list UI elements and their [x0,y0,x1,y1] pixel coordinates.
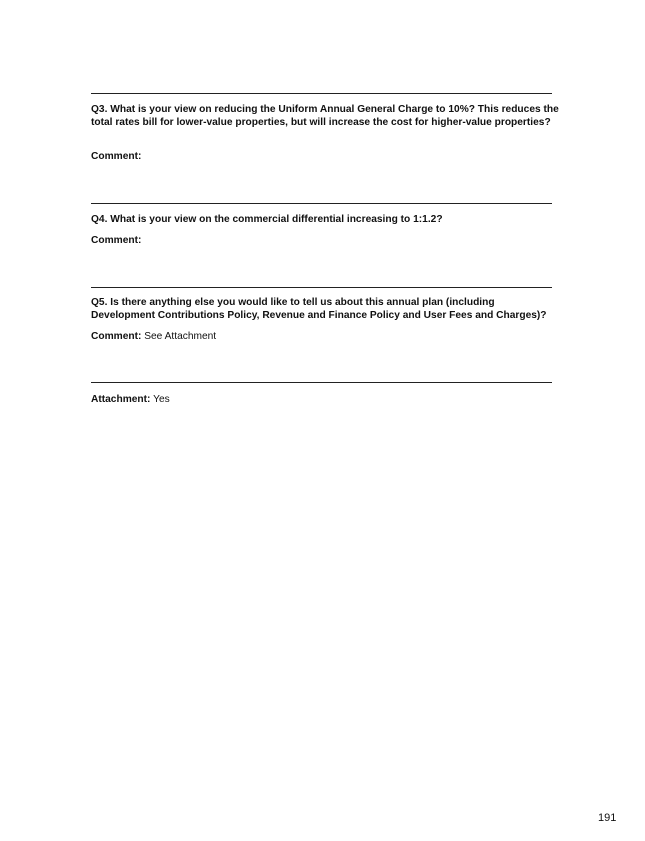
comment-label: Comment: [91,235,142,246]
comment-label: Comment: [91,151,142,162]
comment-q3 [91,151,141,164]
attachment-label: Attachment: [91,394,151,405]
page-number: 191 [598,812,617,824]
divider-q5 [91,287,552,288]
comment-q4 [91,235,141,248]
question-q5: Q5. Is there anything else you would like to tell us about this annual plan (including Development Contributions Policy, Revenue and Finance Policy and User Fees and Charges)? [91,297,547,321]
comment-q5 [91,331,216,344]
question-q4: Q4. What is your view on the commercial differential increasing to 1:1.2? [91,214,443,225]
attachment-field [91,394,170,407]
comment-label: Comment: [91,331,142,342]
attachment-value: Yes [153,394,170,405]
comment-value: See Attachment [144,331,217,342]
divider-q4 [91,203,552,204]
question-q3: Q3. What is your view on reducing the Uniform Annual General Charge to 10%? This reduces the total rates bill for lower-value properties, but will increase the cost for higher-value properties? [91,104,559,128]
divider-top [91,93,552,94]
divider-attachment [91,382,552,383]
